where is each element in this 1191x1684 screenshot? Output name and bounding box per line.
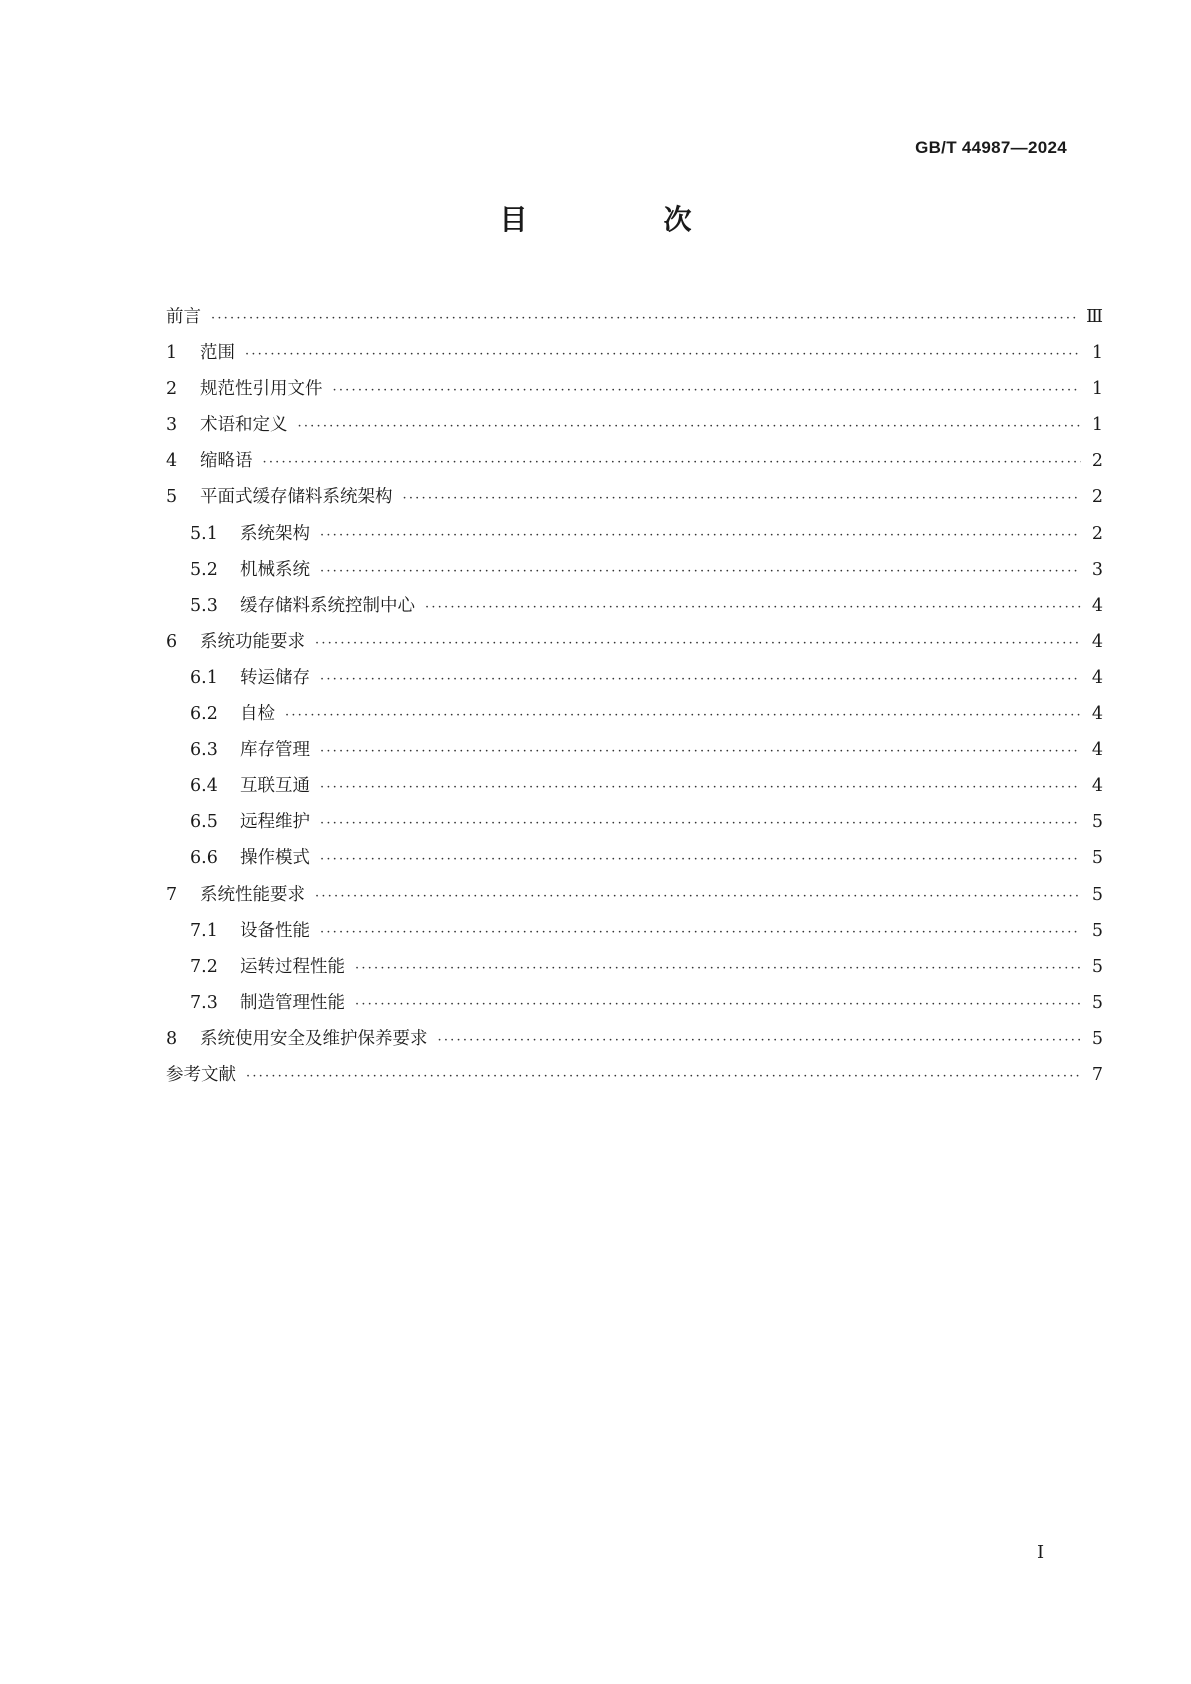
toc-entry-number: 5.2 <box>190 559 218 580</box>
toc-entry[interactable] <box>166 1061 1103 1097</box>
toc-entry-number: 6.6 <box>190 848 218 869</box>
toc-entry-number: 7 <box>166 884 178 905</box>
toc-entry[interactable] <box>166 1025 1103 1061</box>
toc-entry-page: 5 <box>1091 884 1103 905</box>
toc-leader-dots <box>320 744 1081 759</box>
toc-entry-title: 缩略语 <box>200 451 253 472</box>
toc-entry-title: 运转过程性能 <box>240 956 345 977</box>
toc-entry-number: 7.3 <box>190 992 218 1013</box>
toc-entry[interactable] <box>166 447 1103 483</box>
toc-entry-title: 设备性能 <box>240 920 310 941</box>
toc-entry-page: Ⅲ <box>1086 307 1103 327</box>
toc-entry-page: 2 <box>1091 451 1103 472</box>
toc-entry-title: 远程维护 <box>240 812 310 833</box>
toc-entry-number: 4 <box>166 451 178 472</box>
toc-entry-page: 7 <box>1091 1064 1103 1085</box>
toc-entry-page: 4 <box>1091 740 1103 761</box>
toc-leader-dots <box>355 961 1081 976</box>
toc-entry-title: 制造管理性能 <box>240 992 345 1013</box>
toc-entry-page: 1 <box>1091 343 1103 364</box>
toc-entry[interactable] <box>166 303 1103 339</box>
toc-leader-dots <box>320 672 1081 687</box>
toc-leader-dots <box>245 347 1081 362</box>
toc-entry-page: 2 <box>1091 523 1103 544</box>
toc-entry-title: 前言 <box>166 307 201 327</box>
toc-entry-number: 6.4 <box>190 776 218 797</box>
toc-entry-page: 5 <box>1091 956 1103 977</box>
toc-entry-number: 6 <box>166 631 178 652</box>
toc-entry-number: 6.1 <box>190 667 218 688</box>
toc-leader-dots <box>211 311 1076 326</box>
toc-entry-number: 5.3 <box>190 595 218 616</box>
toc-entry-number: 6.3 <box>190 740 218 761</box>
toc-entry[interactable] <box>166 628 1103 664</box>
toc-entry-page: 5 <box>1091 812 1103 833</box>
toc-entry-page: 4 <box>1091 667 1103 688</box>
toc-entry-page: 1 <box>1091 415 1103 436</box>
toc-entry-page: 5 <box>1091 920 1103 941</box>
toc-leader-dots <box>438 1033 1082 1048</box>
toc-entry[interactable] <box>166 664 1103 700</box>
toc-entry-number: 7.2 <box>190 956 218 977</box>
toc-entry[interactable] <box>166 736 1103 772</box>
toc-entry[interactable] <box>166 411 1103 447</box>
table-of-contents <box>166 303 1103 1097</box>
toc-leader-dots <box>355 997 1081 1012</box>
toc-leader-dots <box>320 925 1081 940</box>
toc-entry-page: 1 <box>1091 379 1103 400</box>
toc-entry-number: 1 <box>166 343 178 364</box>
toc-entry[interactable] <box>166 917 1103 953</box>
toc-entry-title: 系统架构 <box>240 523 310 544</box>
toc-entry-number: 5 <box>166 487 178 508</box>
toc-entry[interactable] <box>166 375 1103 411</box>
toc-entry-page: 5 <box>1091 1028 1103 1049</box>
toc-entry[interactable] <box>166 700 1103 736</box>
toc-entry[interactable] <box>166 592 1103 628</box>
page-number: Ⅰ <box>1037 1542 1045 1563</box>
toc-entry-title: 机械系统 <box>240 559 310 580</box>
toc-entry-page: 4 <box>1091 704 1103 725</box>
toc-leader-dots <box>403 491 1082 506</box>
toc-entry[interactable] <box>166 808 1103 844</box>
toc-entry[interactable] <box>166 844 1103 880</box>
toc-entry-page: 4 <box>1091 631 1103 652</box>
toc-entry-title: 自检 <box>240 704 275 725</box>
toc-entry-page: 4 <box>1091 595 1103 616</box>
toc-entry-title: 规范性引用文件 <box>200 379 323 400</box>
toc-leader-dots <box>315 889 1081 904</box>
toc-entry-number: 3 <box>166 415 178 436</box>
toc-leader-dots <box>333 383 1082 398</box>
toc-entry[interactable] <box>166 483 1103 519</box>
toc-leader-dots <box>298 419 1082 434</box>
toc-entry-title: 系统功能要求 <box>200 631 305 652</box>
toc-leader-dots <box>315 636 1081 651</box>
toc-leader-dots <box>246 1069 1081 1084</box>
toc-entry-number: 5.1 <box>190 523 218 544</box>
toc-entry-number: 7.1 <box>190 920 218 941</box>
toc-entry-title: 平面式缓存储料系统架构 <box>200 487 393 508</box>
toc-entry-page: 5 <box>1091 992 1103 1013</box>
toc-entry-title: 库存管理 <box>240 740 310 761</box>
toc-entry-number: 8 <box>166 1028 178 1049</box>
toc-leader-dots <box>320 816 1081 831</box>
toc-entry-title: 术语和定义 <box>200 415 288 436</box>
toc-leader-dots <box>320 780 1081 795</box>
toc-entry-title: 缓存储料系统控制中心 <box>240 595 415 616</box>
toc-entry-title: 系统性能要求 <box>200 884 305 905</box>
toc-entry-number: 2 <box>166 379 178 400</box>
toc-entry[interactable] <box>166 339 1103 375</box>
toc-leader-dots <box>425 600 1081 615</box>
toc-leader-dots <box>320 564 1081 579</box>
toc-leader-dots <box>263 455 1082 470</box>
toc-entry-title: 互联互通 <box>240 776 310 797</box>
toc-leader-dots <box>320 528 1081 543</box>
toc-entry-page: 5 <box>1091 848 1103 869</box>
toc-entry-title: 转运储存 <box>240 667 310 688</box>
toc-entry-page: 2 <box>1091 487 1103 508</box>
toc-entry-title: 范围 <box>200 343 235 364</box>
toc-entry[interactable] <box>166 989 1103 1025</box>
toc-entry[interactable] <box>166 881 1103 917</box>
standard-code: GB/T 44987—2024 <box>915 138 1067 157</box>
toc-leader-dots <box>320 852 1081 867</box>
toc-leader-dots <box>285 708 1081 723</box>
toc-entry-number: 6.5 <box>190 812 218 833</box>
page-title: 目 次 <box>499 203 746 236</box>
toc-entry-page: 4 <box>1091 776 1103 797</box>
toc-entry[interactable] <box>166 772 1103 808</box>
toc-entry-title: 参考文献 <box>166 1064 236 1085</box>
toc-entry-title: 系统使用安全及维护保养要求 <box>200 1028 428 1049</box>
toc-entry[interactable] <box>166 953 1103 989</box>
toc-entry-number: 6.2 <box>190 704 218 725</box>
toc-entry-page: 3 <box>1091 559 1103 580</box>
toc-entry[interactable] <box>166 520 1103 556</box>
toc-entry[interactable] <box>166 556 1103 592</box>
toc-entry-title: 操作模式 <box>240 848 310 869</box>
